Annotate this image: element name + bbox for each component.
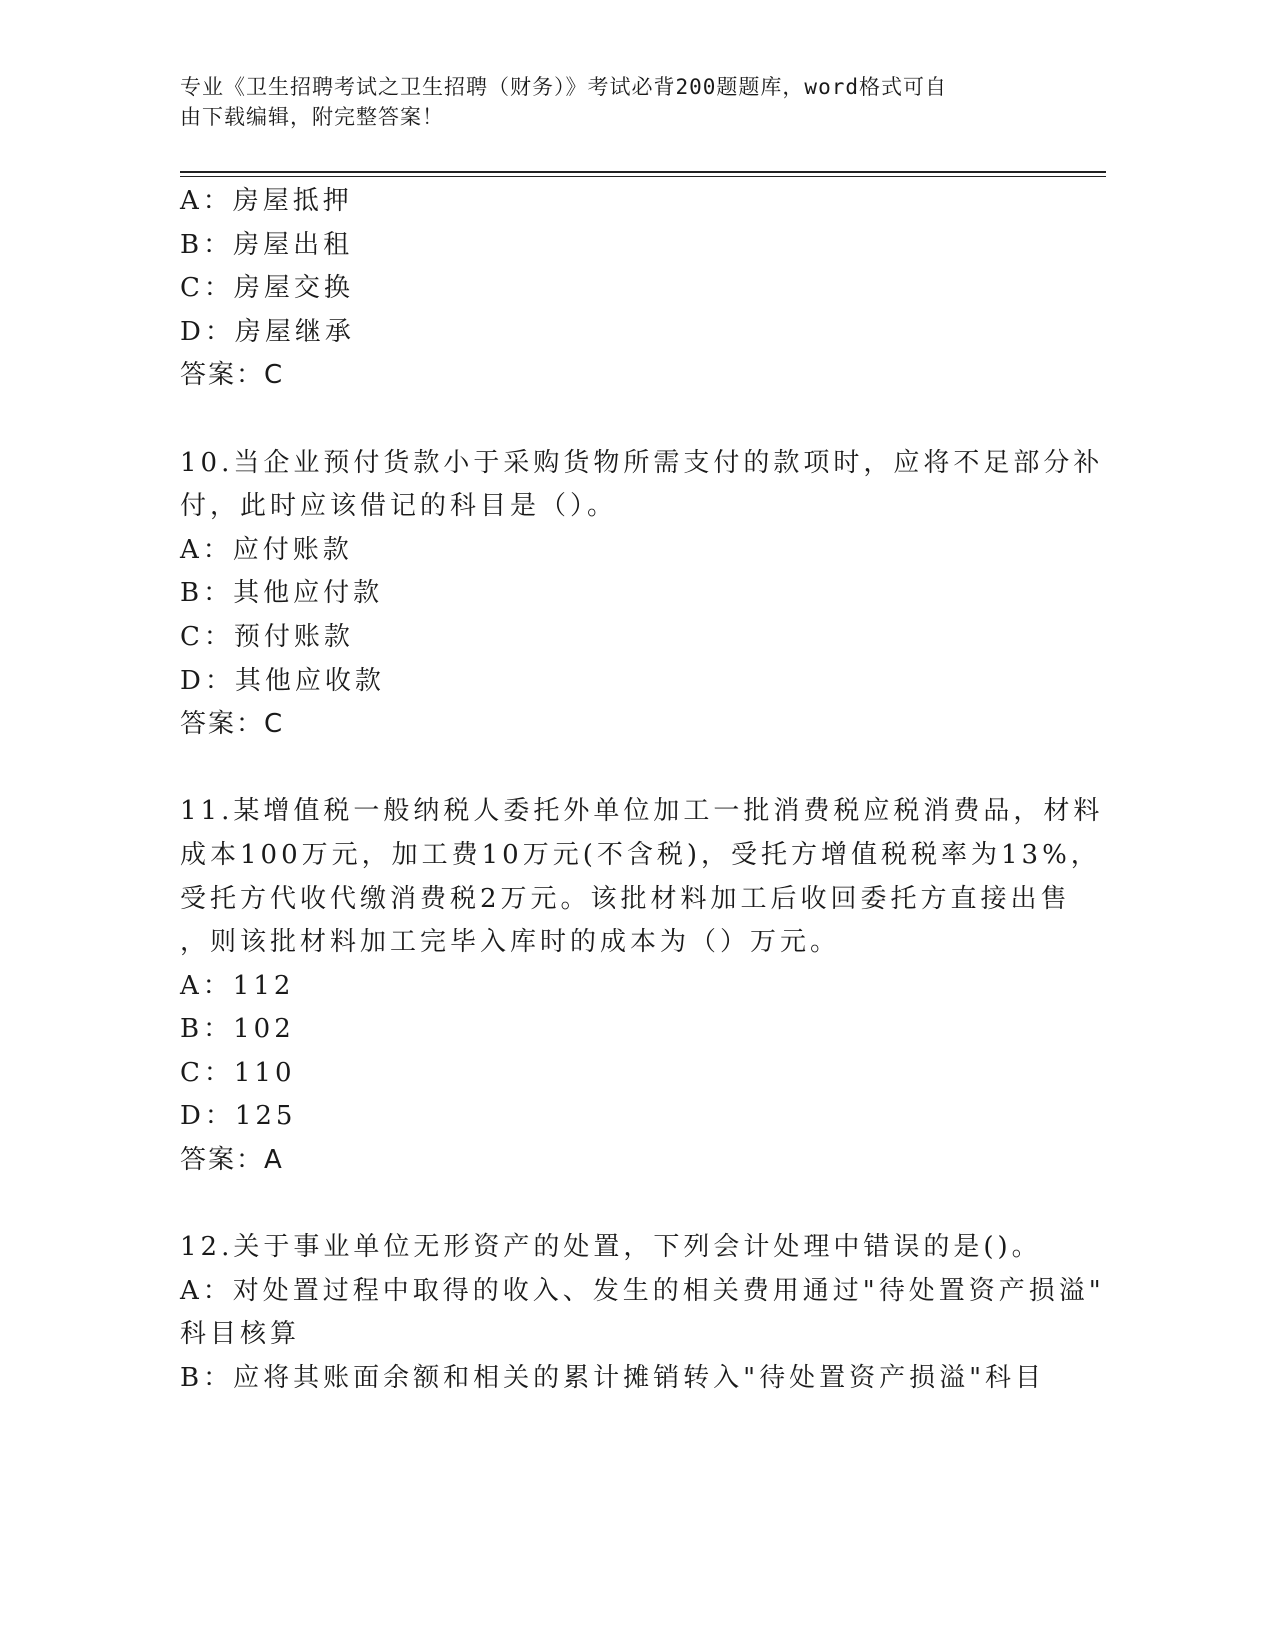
- header-rule: [180, 171, 1106, 173]
- question-stem: 11.某增值税一般纳税人委托外单位加工一批消费税应税消费品，材料: [180, 796, 1104, 827]
- option-c: C：房屋交换: [180, 273, 354, 304]
- question-9: [180, 180, 1040, 398]
- question-stem: 受托方代收代缴消费税2万元。该批材料加工后收回委托方直接出售: [180, 883, 1071, 914]
- document-header: [180, 72, 1040, 132]
- question-10: [180, 442, 1104, 747]
- option-b: B：102: [180, 1014, 295, 1045]
- option-b: B：应将其账面余额和相关的累计摊销转入"待处置资产损溢"科目: [180, 1363, 1046, 1394]
- option-d: D：其他应收款: [180, 665, 385, 696]
- option-c: C：110: [180, 1057, 296, 1088]
- question-stem: 10.当企业预付货款小于采购货物所需支付的款项时，应将不足部分补: [180, 447, 1104, 478]
- question-stem: ，则该批材料加工完毕入库时的成本为（）万元。: [180, 927, 841, 958]
- question-stem: 成本100万元，加工费10万元(不含税)，受托方增值税税率为13%，: [180, 839, 1101, 870]
- question-stem: 付，此时应该借记的科目是（）。: [180, 491, 618, 522]
- answer: 答案：C: [180, 709, 285, 740]
- question-11: [180, 790, 1104, 1182]
- option-b: B：其他应付款: [180, 578, 384, 609]
- option-a: A：对处置过程中取得的收入、发生的相关费用通过"待处置资产损溢": [180, 1275, 1105, 1306]
- option-d: D：房屋继承: [180, 316, 355, 347]
- question-12: [180, 1226, 1105, 1400]
- option-c: C：预付账款: [180, 621, 354, 652]
- header-rule-thin: [180, 176, 1106, 177]
- option-a: A：应付账款: [180, 534, 353, 565]
- header-line: 专业《卫生招聘考试之卫生招聘（财务）》考试必背200题题库，word格式可自: [180, 75, 947, 99]
- option-a: A：112: [180, 970, 295, 1001]
- question-stem: 12.关于事业单位无形资产的处置，下列会计处理中错误的是()。: [180, 1232, 1042, 1263]
- header-line: 由下载编辑，附完整答案！: [180, 105, 444, 129]
- answer: 答案：C: [180, 360, 285, 391]
- option-d: D：125: [180, 1101, 297, 1132]
- answer: 答案：A: [180, 1145, 284, 1176]
- question-list: [180, 180, 1105, 1401]
- option-a: A：房屋抵押: [180, 186, 353, 216]
- option-b: B：房屋出租: [180, 229, 354, 260]
- option-a-continued: 科目核算: [180, 1319, 301, 1350]
